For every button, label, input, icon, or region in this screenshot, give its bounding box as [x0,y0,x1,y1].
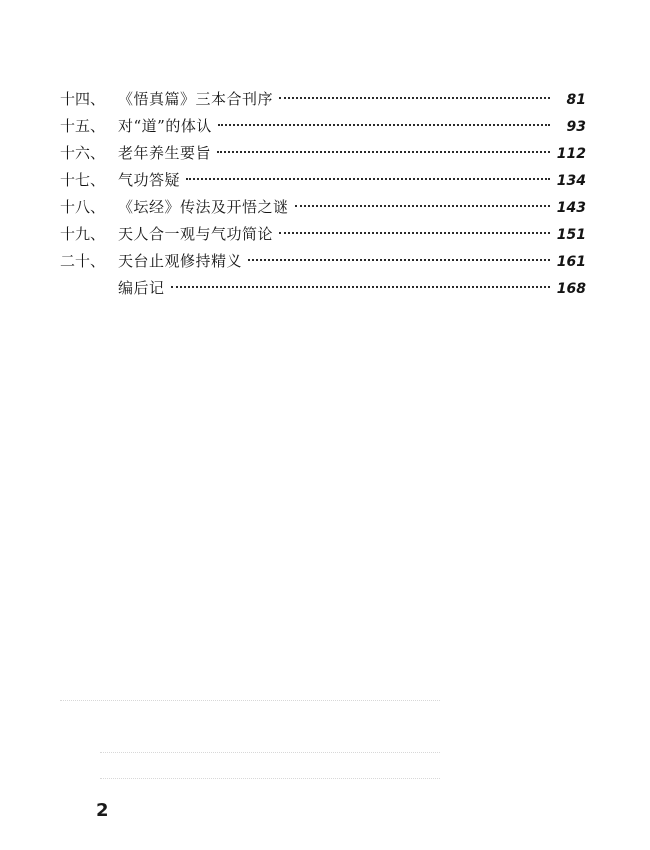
toc-leader-dots [171,286,550,288]
toc-entry-title: 编后记 [118,279,165,297]
toc-entry[interactable] [60,221,586,248]
toc-leader-dots [248,259,550,261]
toc-entry-title: 《坛经》传法及开悟之谜 [118,198,289,216]
toc-leader-dots [218,124,550,126]
toc-entry-page: 93 [566,119,586,135]
toc-entry[interactable] [60,86,586,113]
toc-entry[interactable] [60,140,586,167]
toc-entry-page: 161 [556,254,586,270]
toc-entry[interactable] [60,113,586,140]
scan-artifact [60,700,440,701]
toc-entry-page: 151 [556,227,586,243]
toc-entry[interactable] [60,167,586,194]
toc-entry-title: 老年养生要旨 [118,144,212,162]
toc-entry-number: 十四、 [60,90,106,108]
table-of-contents [60,86,586,302]
scan-artifact [100,778,440,779]
toc-entry-title: 气功答疑 [118,171,181,189]
page-number: 2 [96,800,109,821]
toc-entry-title: 对“道”的体认 [118,117,212,135]
toc-entry-page: 134 [556,173,586,189]
toc-leader-dots [295,205,550,207]
toc-entry-page: 168 [556,281,586,297]
toc-leader-dots [217,151,550,153]
scan-artifact [100,752,440,753]
toc-entry-title: 《悟真篇》三本合刊序 [118,90,274,108]
toc-entry-page: 112 [556,146,586,162]
toc-entry-number: 十九、 [60,225,106,243]
toc-entry-number: 十五、 [60,117,106,135]
toc-entry-page: 143 [556,200,586,216]
toc-entry-title: 天人合一观与气功简论 [118,225,274,243]
toc-leader-dots [279,232,550,234]
toc-entry[interactable] [60,194,586,221]
toc-entry-number: 十六、 [60,144,106,162]
toc-entry-number: 十七、 [60,171,106,189]
toc-entry[interactable] [60,248,586,275]
toc-entry-page: 81 [566,92,586,108]
toc-leader-dots [186,178,550,180]
toc-leader-dots [279,97,550,99]
toc-entry-number: 二十、 [60,252,106,270]
toc-entry-title: 天台止观修持精义 [118,252,243,270]
toc-entry[interactable] [60,275,586,302]
toc-entry-number: 十八、 [60,198,106,216]
